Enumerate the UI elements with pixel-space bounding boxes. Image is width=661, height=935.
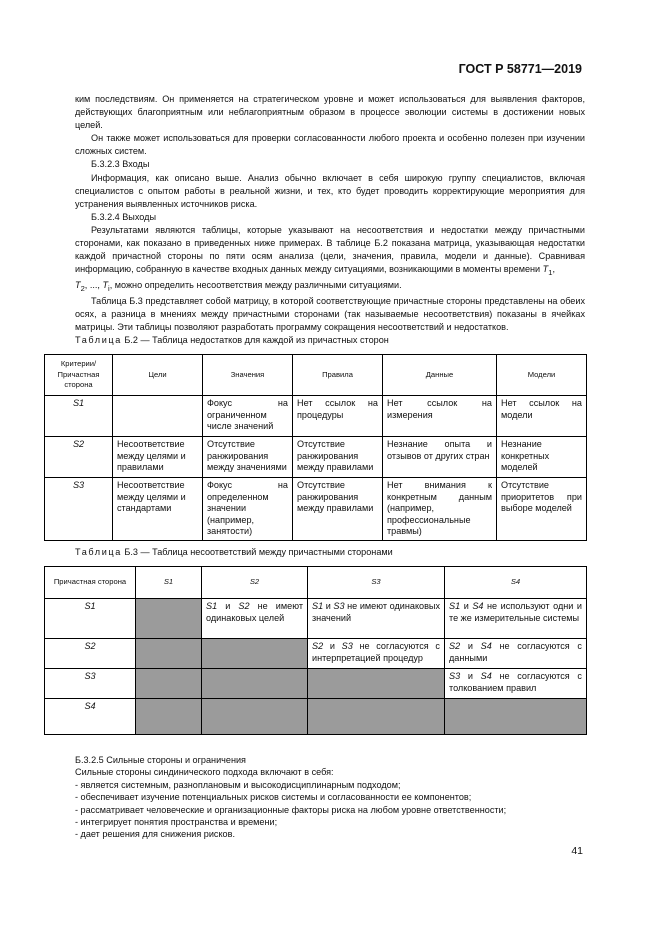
gray-cell [202, 639, 308, 669]
table-cell: S3 и S4 не согласуются с толкованием правил [445, 669, 587, 699]
table-cell: Отсутствие ранжирования между правилами [293, 437, 383, 478]
table-cell: Фокус на определенном значении (например, занятости) [203, 478, 293, 541]
table-row [45, 599, 587, 639]
header-cell: Данные [383, 355, 497, 396]
header-cell: S1 [136, 567, 202, 599]
gray-cell [202, 669, 308, 699]
table-cell: Несоответствие между целями и правилами [113, 437, 203, 478]
table-cell: S1 и S3 не имеют одинаковых значений [308, 599, 445, 639]
table-cell: Отсутствие приоритетов при выборе моделей [497, 478, 587, 541]
table-cell: S2 и S3 не согласуются с интерпретацией процедур [308, 639, 445, 669]
list-item: - обеспечивает изучение потенциальных рисков системы и согласованности ее компонентов; [75, 792, 472, 803]
gray-cell [136, 599, 202, 639]
row-label: S4 [45, 699, 136, 735]
list-item: - является системным, разноплановым и высокодисциплинарным подходом; [75, 779, 401, 790]
table-cell [113, 396, 203, 437]
gray-cell [308, 669, 445, 699]
row-label: S1 [45, 396, 113, 437]
gray-cell [202, 699, 308, 735]
table-b3-caption: Таблица Б.3 — Таблица несоответствий между причастными сторонами [75, 547, 393, 557]
row-label: S3 [45, 478, 113, 541]
section-heading-outputs: Б.3.2.4 Выходы [91, 211, 156, 222]
row-label: S2 [45, 437, 113, 478]
header-cell: Значения [203, 355, 293, 396]
table-cell: S1 и S4 не используют одни и те же измерительные системы [445, 599, 587, 639]
gray-cell [136, 699, 202, 735]
header-cell: Правила [293, 355, 383, 396]
table-cell: Нет внимания к конкретным данным (например, профессиональные травмы) [383, 478, 497, 541]
paragraph: ким последствиям. Он применяется на стратегическом уровне и может использоваться для выявления факторов, действующих благоприятным или неблагоприятным образом в процессе эволюции системы в достижении новых целей. [75, 94, 585, 131]
gray-cell [136, 639, 202, 669]
table-row [45, 437, 587, 478]
table-row [45, 699, 587, 735]
section-heading-inputs: Б.3.2.3 Входы [91, 159, 150, 170]
table-b3 [44, 566, 587, 735]
table-row [45, 639, 587, 669]
paragraph-outputs: Результатами являются таблицы, которые указывают на несоответствия и недостатки между причастными сторонами, как показано в приведенных ниже примерах. В таблице Б.2 показана матрица, указывающая недостатки каждой причастной стороны по пяти осям анализа (цели, значения, правила, модели и данные). Сравнивая информацию, собранную в качестве входных данных между ситуациями, возникающими в моменты времени $T_1$, $T_2$, ..., $T_i$, можно определить несоответствия между различными ситуациями. [75, 224, 585, 293]
table-cell: Отсутствие ранжирования между правилами [293, 478, 383, 541]
gray-cell [136, 669, 202, 699]
table-cell: Фокус на ограниченном числе значений [203, 396, 293, 437]
paragraph: Сильные стороны синдинического подхода включают в себя: [75, 767, 334, 778]
gray-cell [308, 699, 445, 735]
row-label: S1 [45, 599, 136, 639]
table-cell: Незнание конкретных моделей [497, 437, 587, 478]
strengths-section [75, 754, 585, 841]
table-cell: S1 и S2 не имеют одинаковых целей [202, 599, 308, 639]
header-cell: S4 [445, 567, 587, 599]
table-row [45, 669, 587, 699]
list-item: - рассматривает человеческие и организационные факторы риска на любом уровне ответственности; [75, 804, 507, 815]
table-cell: S2 и S4 не согласуются с данными [445, 639, 587, 669]
table-cell: Нет ссылок на процедуры [293, 396, 383, 437]
list-item: - дает решения для снижения рисков. [75, 829, 235, 840]
table-b2-caption: Таблица Б.2 — Таблица недостатков для каждой из причастных сторон [75, 335, 389, 345]
gray-cell [445, 699, 587, 735]
paragraph: Информация, как описано выше. Анализ обычно включает в себя широкую группу специалистов, включая специалистов с опытом работы в реальной жизни, и тех, кто будет проводить корректирующие мероприятия для устранения выявленных источников риска. [75, 172, 585, 209]
header-cell: S3 [308, 567, 445, 599]
page-number: 41 [571, 845, 583, 857]
row-label: S2 [45, 639, 136, 669]
table-cell: Нет ссылок на измерения [383, 396, 497, 437]
header-cell: Причастная сторона [45, 567, 136, 599]
table-row [45, 396, 587, 437]
row-label: S3 [45, 669, 136, 699]
section-heading-strengths: Б.3.2.5 Сильные стороны и ограничения [75, 755, 246, 765]
paragraph: Он также может использоваться для проверки согласованности любого проекта и особенно полезен при изучении сложных систем. [75, 133, 585, 157]
header-cell: Цели [113, 355, 203, 396]
table-header-row [45, 567, 587, 599]
table-header-row [45, 355, 587, 396]
table-cell: Несоответствие между целями и стандартами [113, 478, 203, 541]
paragraph: Таблица Б.3 представляет собой матрицу, в которой соответствующие причастные стороны представлены на обеих осях, а разница в мнениях между причастными сторонами (так называемые несоответствия) показаны в ячейках матрицы. Эти таблицы позволяют разработать программу сокращения несоответствий и недостатков. [75, 296, 585, 333]
document-id-header: ГОСТ Р 58771—2019 [458, 62, 582, 76]
table-b2 [44, 354, 587, 541]
table-cell: Незнание опыта и отзывов от других стран [383, 437, 497, 478]
table-cell: Нет ссылок на модели [497, 396, 587, 437]
body-text-top [75, 93, 585, 334]
header-cell: Модели [497, 355, 587, 396]
table-cell: Отсутствие ранжирования между значениями [203, 437, 293, 478]
list-item: - интегрирует понятия пространства и времени; [75, 817, 278, 828]
header-cell: S2 [202, 567, 308, 599]
table-row [45, 478, 587, 541]
header-cell: Критерии/ Причастная сторона [45, 355, 113, 396]
